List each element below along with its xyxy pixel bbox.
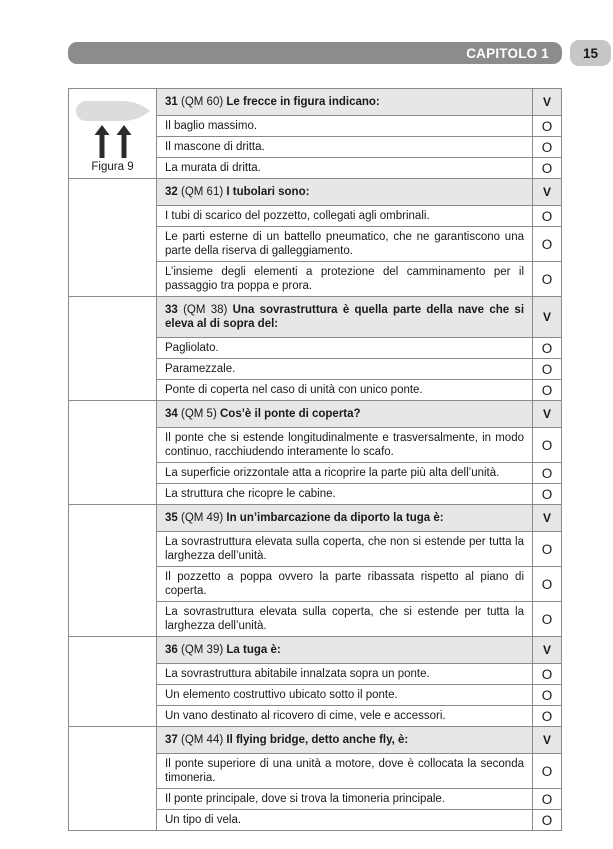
answer-text: Le parti esterne di un battello pneumatico, che ne garantiscono una parte della riserva di galleggiamento. [157,227,533,262]
question-text: Il flying bridge, detto anche fly, è: [226,734,409,746]
question-number: 33 [165,304,178,316]
answer-mark-circle: O [533,754,562,789]
answer-text: La superficie orizzontale atta a ricoprire la parte più alta dell’unità. [157,463,533,484]
question-header [157,179,533,206]
question-header [157,505,533,532]
question-header [157,89,533,116]
question-text: Cos’è il ponte di coperta? [219,408,361,420]
answer-mark-circle: O [533,137,562,158]
answer-text: La struttura che ricopre le cabine. [157,484,533,505]
question-row [69,297,562,338]
question-row [69,727,562,754]
question-row [69,179,562,206]
v-column-header: V [533,401,562,428]
answer-text: La sovrastruttura elevata sulla coperta, che si estende per tutta la larghezza dell’unità. [157,602,533,637]
question-code: (QM 5) [181,408,217,420]
answer-mark-circle: O [533,685,562,706]
question-number: 31 [165,96,178,108]
question-text: In un’imbarcazione da diporto la tuga è: [226,512,444,524]
answer-text: Ponte di coperta nel caso di unità con unico ponte. [157,380,533,401]
question-number: 35 [165,512,178,524]
answer-text: La sovrastruttura abitabile innalzata sopra un ponte. [157,664,533,685]
answer-text: Paramezzale. [157,359,533,380]
answer-mark-circle: O [533,532,562,567]
question-text: Le frecce in figura indicano: [226,96,380,108]
chapter-title: CAPITOLO 1 [466,45,549,61]
answer-mark-circle: O [533,567,562,602]
question-row [69,401,562,428]
answer-text: La sovrastruttura elevata sulla coperta, che non si estende per tutta la larghezza dell’unità. [157,532,533,567]
answer-text: Il ponte che si estende longitudinalmente e trasversalmente, in modo continuo, racchiudendo interamente lo scafo. [157,428,533,463]
question-header [157,297,533,338]
question-code: (QM 44) [181,734,224,746]
question-header [157,401,533,428]
answer-text: Il pozzetto a poppa ovvero la parte ribassata rispetto al piano di coperta. [157,567,533,602]
question-block-33 [69,297,562,401]
question-block-32 [69,179,562,297]
answer-text: I tubi di scarico del pozzetto, collegati agli ombrinali. [157,206,533,227]
question-row [69,505,562,532]
answer-mark-circle: O [533,227,562,262]
answer-mark-circle: O [533,380,562,401]
answer-mark-circle: O [533,338,562,359]
figure-cell-empty [69,637,157,727]
figure-cell-empty [69,297,157,401]
answer-mark-circle: O [533,428,562,463]
answer-mark-circle: O [533,359,562,380]
answer-mark-circle: O [533,484,562,505]
question-number: 36 [165,644,178,656]
question-row [69,89,562,116]
answer-text: Il mascone di dritta. [157,137,533,158]
answer-mark-circle: O [533,810,562,831]
v-column-header: V [533,727,562,754]
question-block-37 [69,727,562,831]
v-column-header: V [533,297,562,338]
answer-text: Il ponte superiore di una unità a motore, dove è collocata la seconda timoneria. [157,754,533,789]
question-row [69,637,562,664]
question-code: (QM 49) [181,512,224,524]
question-code: (QM 39) [181,644,224,656]
answer-mark-circle: O [533,206,562,227]
chapter-header-bar [68,42,562,64]
figure-cell-empty [69,179,157,297]
question-code: (QM 61) [181,186,224,198]
answer-mark-circle: O [533,602,562,637]
page-number-badge [570,40,611,66]
answer-mark-circle: O [533,116,562,137]
question-header [157,637,533,664]
answer-mark-circle: O [533,789,562,810]
answer-text: Pagliolato. [157,338,533,359]
answer-text: Il baglio massimo. [157,116,533,137]
v-column-header: V [533,179,562,206]
question-number: 32 [165,186,178,198]
double-up-arrow-icon [93,125,133,158]
answer-mark-circle: O [533,262,562,297]
page-number: 15 [582,45,599,61]
question-block-36 [69,637,562,727]
v-column-header: V [533,505,562,532]
v-column-header: V [533,89,562,116]
question-text: Una sovrastruttura è quella parte della nave che si eleva al di sopra del: [165,304,525,330]
question-header [157,727,533,754]
question-number: 37 [165,734,178,746]
answer-text: Un vano destinato al ricovero di cime, vele e accessori. [157,706,533,727]
answer-mark-circle: O [533,463,562,484]
answer-mark-circle: O [533,706,562,727]
figure-cell-empty [69,505,157,637]
answer-mark-circle: O [533,158,562,179]
figure-cell-empty [69,401,157,505]
question-block-35 [69,505,562,637]
figure-cell-empty [69,727,157,831]
figure-cell [69,89,157,179]
v-column-header: V [533,637,562,664]
question-block-34 [69,401,562,505]
question-block-31 [69,89,562,179]
question-text: I tubolari sono: [226,186,310,198]
question-code: (QM 60) [181,96,224,108]
answer-text: Il ponte principale, dove si trova la timoneria principale. [157,789,533,810]
question-number: 34 [165,408,178,420]
figure-label: Figura 9 [91,160,134,173]
answer-mark-circle: O [533,664,562,685]
boat-hull-icon [76,101,150,121]
answer-text: La murata di dritta. [157,158,533,179]
quiz-table [68,88,562,831]
question-code: (QM 38) [183,304,228,316]
answer-text: L’insieme degli elementi a protezione del camminamento per il passaggio tra poppa e prora. [157,262,533,297]
question-text: La tuga è: [226,644,281,656]
answer-text: Un elemento costruttivo ubicato sotto il ponte. [157,685,533,706]
answer-text: Un tipo di vela. [157,810,533,831]
